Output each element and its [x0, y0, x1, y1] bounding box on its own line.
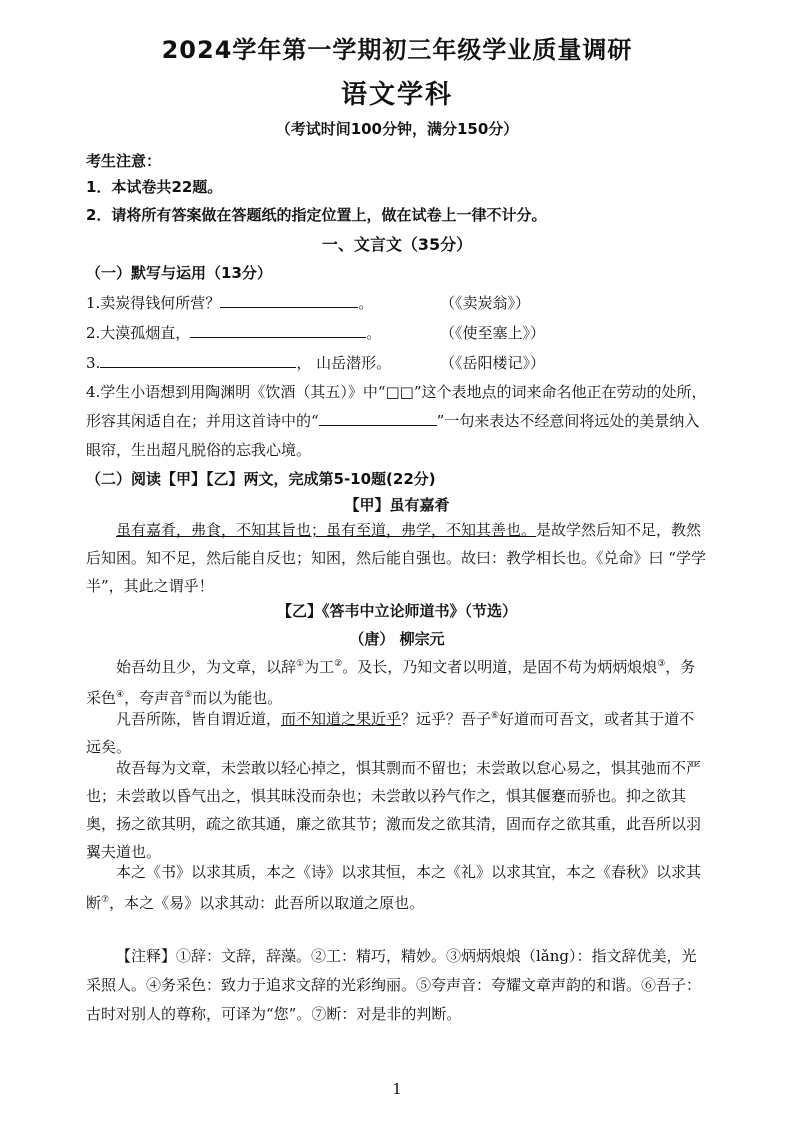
- note-ref-2: ②: [334, 659, 343, 669]
- notice-item-2: 2．请将所有答案做在答题纸的指定位置上，做在试卷上一律不计分。: [86, 206, 547, 224]
- p4-text-a: 本之《书》以求其质，本之《诗》以求其恒，本之《礼》以求其宜，本之《春秋》以求其断: [86, 863, 702, 912]
- p2-text-b: ？远乎？吾子: [401, 710, 492, 728]
- p1-text-e: ，夸声音: [124, 689, 185, 707]
- q1-source: （《卖炭翁》）: [440, 294, 531, 312]
- q2-end: 。: [366, 324, 382, 342]
- q1-text: 1.卖炭得钱何所营？: [86, 294, 221, 312]
- p1-text-d: ，务采色: [86, 658, 696, 707]
- subject-title: 语文学科: [340, 80, 453, 110]
- q2-source: （《使至塞上》）: [440, 324, 546, 342]
- q4-answer-boxes[interactable]: □□: [385, 383, 414, 401]
- q4-text-a: 4.学生小语想到用陶渊明《饮酒（其五）》中“: [86, 383, 386, 401]
- p4-text-b: ，本之《易》以求其动：此吾所以取道之原也。: [109, 894, 425, 912]
- q3-source: （《岳阳楼记》）: [440, 354, 546, 372]
- q3-answer-blank[interactable]: [100, 353, 296, 368]
- section-heading: 一、文言文（35分）: [321, 235, 473, 254]
- q2-text: 2.大漠孤烟直，: [86, 324, 191, 342]
- note-ref-1: ①: [296, 659, 305, 669]
- exam-info: （考试时间100分钟，满分150分）: [275, 120, 519, 138]
- p1-text-a: 始吾幼且少，为文章，以辞: [116, 658, 297, 676]
- q1-end: 。: [358, 294, 374, 312]
- passage-yi-author: （唐） 柳宗元: [349, 630, 445, 648]
- note-ref-6: ⑥: [491, 711, 500, 721]
- passage-jia-text: [86, 516, 708, 600]
- question-2: [86, 322, 381, 343]
- note-ref-5: ⑤: [184, 690, 193, 700]
- q4-text-b: ”这个表地点的词来命名他正在劳动的处所，形容其闲适自在；并用这首诗中的“: [86, 383, 707, 430]
- exam-title: 2024学年第一学期初三年级学业质量调研: [161, 36, 633, 64]
- note-ref-4: ④: [116, 690, 125, 700]
- p1-text-c: 。及长，乃知文者以明道，是固不苟为炳炳烺烺: [342, 658, 658, 676]
- passage-jia-body: 是故学然后知不足，教然后知困。知不足，然后能自反也；知困，然后能自强也。故曰：教学相长也。《兑命》曰 “学学半”，其此之谓乎！: [86, 521, 706, 595]
- notice-heading: 考生注意：: [86, 152, 162, 170]
- p1-text-b: 为工: [304, 658, 335, 676]
- question-4: [86, 378, 708, 465]
- p2-underlined: 而不知道之果近乎: [281, 710, 402, 728]
- passage-jia-title: 【甲】虽有嘉肴: [344, 496, 450, 514]
- note-ref-3: ③: [657, 659, 666, 669]
- p1-text-f: 而以为能也。: [192, 689, 283, 707]
- q2-answer-blank[interactable]: [190, 323, 366, 338]
- p2-text-c: 好道而可吾文，或者其于道不远矣。: [86, 710, 695, 756]
- question-3: [86, 352, 391, 373]
- note-ref-7: ⑦: [101, 895, 110, 905]
- p2-text-a: 凡吾所陈，皆自谓近道，: [116, 710, 282, 728]
- passage-yi-paragraph-4: [86, 858, 708, 917]
- q3-text: ， 山岳潜形。: [296, 354, 392, 372]
- question-1: [86, 292, 373, 313]
- passage-yi-paragraph-2: [86, 702, 708, 761]
- passage-jia-underlined: 虽有嘉肴，弗食，不知其旨也；虽有至道，弗学，不知其善也。: [116, 521, 537, 539]
- part2-heading: （二）阅读【甲】【乙】两文，完成第5-10题(22分): [86, 470, 436, 488]
- q4-text-c: ”一句来表达不经意间将远处的美景纳入眼帘，生出超凡脱俗的忘我心境。: [86, 412, 700, 459]
- q4-answer-blank[interactable]: [319, 411, 437, 426]
- part1-heading: （一）默写与运用（13分）: [86, 264, 272, 282]
- passage-yi-paragraph-3: 故吾每为文章，未尝敢以轻心掉之，惧其剽而不留也；未尝敢以怠心易之，惧其弛而不严也；未尝敢以昏气出之，惧其昧没而杂也；未尝敢以矜气作之，惧其偃蹇而骄也。抑之欲其奥，扬之欲其明，疏之欲其通，廉之欲其节；激而发之欲其清，固而存之欲其重，此吾所以羽翼夫道也。: [86, 759, 702, 861]
- passage-yi-title: 【乙】《答韦中立论师道书》（节选）: [276, 602, 517, 620]
- page-number: 1: [392, 1080, 402, 1098]
- q3-num: 3.: [86, 354, 101, 372]
- notice-item-1: 1．本试卷共22题。: [86, 178, 223, 196]
- notes: 【注释】①辞：文辞，辞藻。②工：精巧，精妙。③炳炳烺烺（lǎng）：指文辞优美，光采照人。④务采色：致力于追求文辞的光彩绚丽。⑤夸声音：夸耀文章声韵的和谐。⑥吾子：古时对别人的尊称，可译为“您”。⑦断：对是非的判断。: [86, 947, 702, 1023]
- q1-answer-blank[interactable]: [220, 293, 358, 308]
